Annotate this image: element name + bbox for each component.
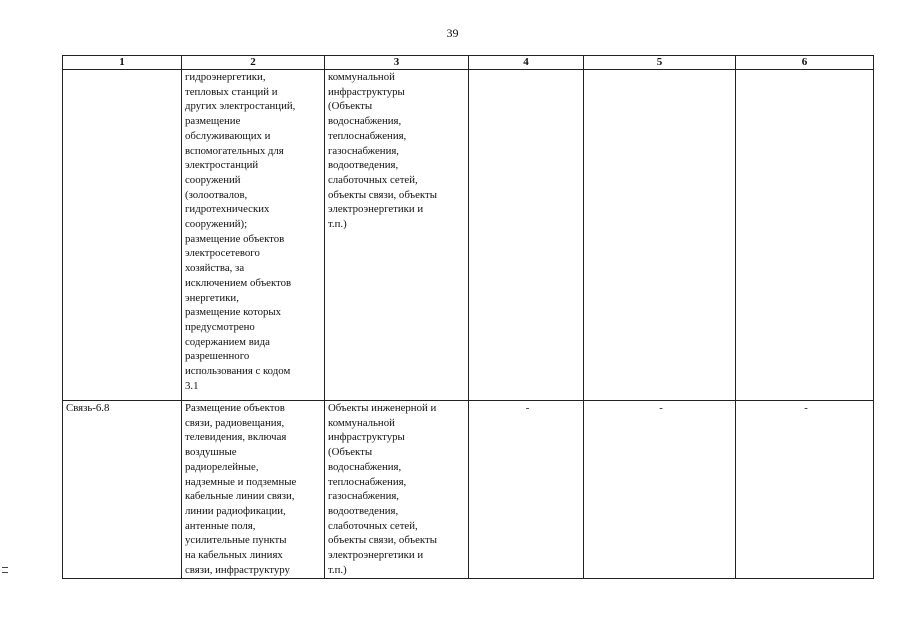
- cell-text-line: линии радиофикации,: [185, 504, 286, 517]
- cell-text-line: водоснабжения,: [328, 460, 402, 473]
- cell-text-line: Размещение объектов: [185, 402, 285, 414]
- table-row-energy-continued: [63, 70, 874, 401]
- cell-text-line: воздушные: [185, 446, 237, 459]
- cell-text-line: тепловых станций и: [185, 85, 278, 98]
- cell-text-line: т.п.): [328, 563, 347, 576]
- cell-text-line: коммунальной: [328, 416, 395, 429]
- cell-text-line: водоотведения,: [328, 504, 399, 517]
- cell-text-line: хозяйства, за: [185, 262, 245, 275]
- header-col-5: 5: [584, 56, 736, 70]
- cell-text-line: водоотведения,: [328, 159, 399, 172]
- cell-text-line: связи, инфраструктуру: [185, 563, 290, 576]
- cell-text-line: вспомогательных для: [185, 144, 284, 157]
- cell-text-line: обслуживающих и: [185, 129, 271, 142]
- cell-text-line: электроэнергетики и: [328, 549, 424, 562]
- cell-text-line: размещение которых: [185, 306, 282, 319]
- row2-col6: -: [736, 401, 874, 579]
- cell-text-line: слаботочных сетей,: [328, 173, 418, 186]
- cell-text-line: исключением объектов: [185, 276, 292, 289]
- scan-edge-mark: [2, 567, 8, 573]
- row2-col3: [325, 401, 469, 579]
- cell-text-line: надземные и подземные: [185, 475, 297, 488]
- header-col-1: 1: [63, 56, 182, 70]
- cell-text-line: антенные поля,: [185, 519, 256, 532]
- cell-text-line: телевидения, включая: [185, 431, 287, 444]
- cell-text-line: гидроэнергетики,: [185, 71, 266, 83]
- cell-text-line: (Объекты: [328, 446, 373, 459]
- cell-text-line: электростанций: [185, 159, 259, 172]
- cell-text-line: связи, радиовещания,: [185, 416, 285, 429]
- row1-col4: [469, 70, 584, 401]
- cell-text-line: кабельные линии связи,: [185, 490, 295, 503]
- row2-col1: Связь-6.8: [63, 401, 182, 579]
- cell-text-line: на кабельных линиях: [185, 549, 283, 562]
- row1-col1: [63, 70, 182, 401]
- cell-text-line: водоснабжения,: [328, 115, 402, 128]
- cell-text-line: энергетики,: [185, 291, 239, 304]
- cell-text-line: т.п.): [328, 218, 347, 231]
- row1-col6: [736, 70, 874, 401]
- header-col-6: 6: [736, 56, 874, 70]
- header-col-4: 4: [469, 56, 584, 70]
- header-row: [63, 56, 874, 70]
- cell-text-line: электроэнергетики и: [328, 203, 424, 216]
- cell-text-line: коммунальной: [328, 71, 395, 83]
- row1-col3: [325, 70, 469, 401]
- row2-col5: -: [584, 401, 736, 579]
- cell-text-line: предусмотрено: [185, 320, 255, 333]
- cell-text-line: (золоотвалов,: [185, 188, 248, 201]
- cell-text-line: использования с кодом: [185, 365, 291, 378]
- cell-text-line: сооружений);: [185, 218, 248, 231]
- cell-text-line: радиорелейные,: [185, 460, 259, 473]
- cell-text-line: объекты связи, объекты: [328, 188, 438, 201]
- cell-text-line: разрешенного: [185, 350, 250, 363]
- row2-col4: -: [469, 401, 584, 579]
- cell-text-line: размещение: [185, 115, 241, 128]
- cell-text-line: 3.1: [185, 379, 199, 392]
- cell-text-line: (Объекты: [328, 100, 373, 113]
- cell-text-line: инфраструктуры: [328, 85, 405, 98]
- cell-text-line: других электростанций,: [185, 100, 296, 113]
- cell-text-line: размещение объектов: [185, 232, 285, 245]
- cell-text-line: Объекты инженерной и: [328, 402, 437, 414]
- cell-text-line: слаботочных сетей,: [328, 519, 418, 532]
- cell-text-line: усилительные пункты: [185, 534, 287, 547]
- row1-col2: [182, 70, 325, 401]
- cell-text-line: теплоснабжения,: [328, 129, 407, 142]
- land-use-table: [62, 55, 874, 579]
- cell-text-line: инфраструктуры: [328, 431, 405, 444]
- cell-text-line: объекты связи, объекты: [328, 534, 438, 547]
- page-number: 39: [446, 26, 459, 40]
- cell-text-line: содержанием вида: [185, 335, 270, 348]
- header-col-3: 3: [325, 56, 469, 70]
- row2-col2: [182, 401, 325, 579]
- cell-text-line: электросетевого: [185, 247, 260, 260]
- cell-text-line: гидротехнических: [185, 203, 270, 216]
- cell-text-line: сооружений: [185, 173, 241, 186]
- table-row-communication: [63, 401, 874, 579]
- cell-text-line: газоснабжения,: [328, 144, 400, 157]
- header-col-2: 2: [182, 56, 325, 70]
- row1-col5: [584, 70, 736, 401]
- cell-text-line: газоснабжения,: [328, 490, 400, 503]
- cell-text-line: теплоснабжения,: [328, 475, 407, 488]
